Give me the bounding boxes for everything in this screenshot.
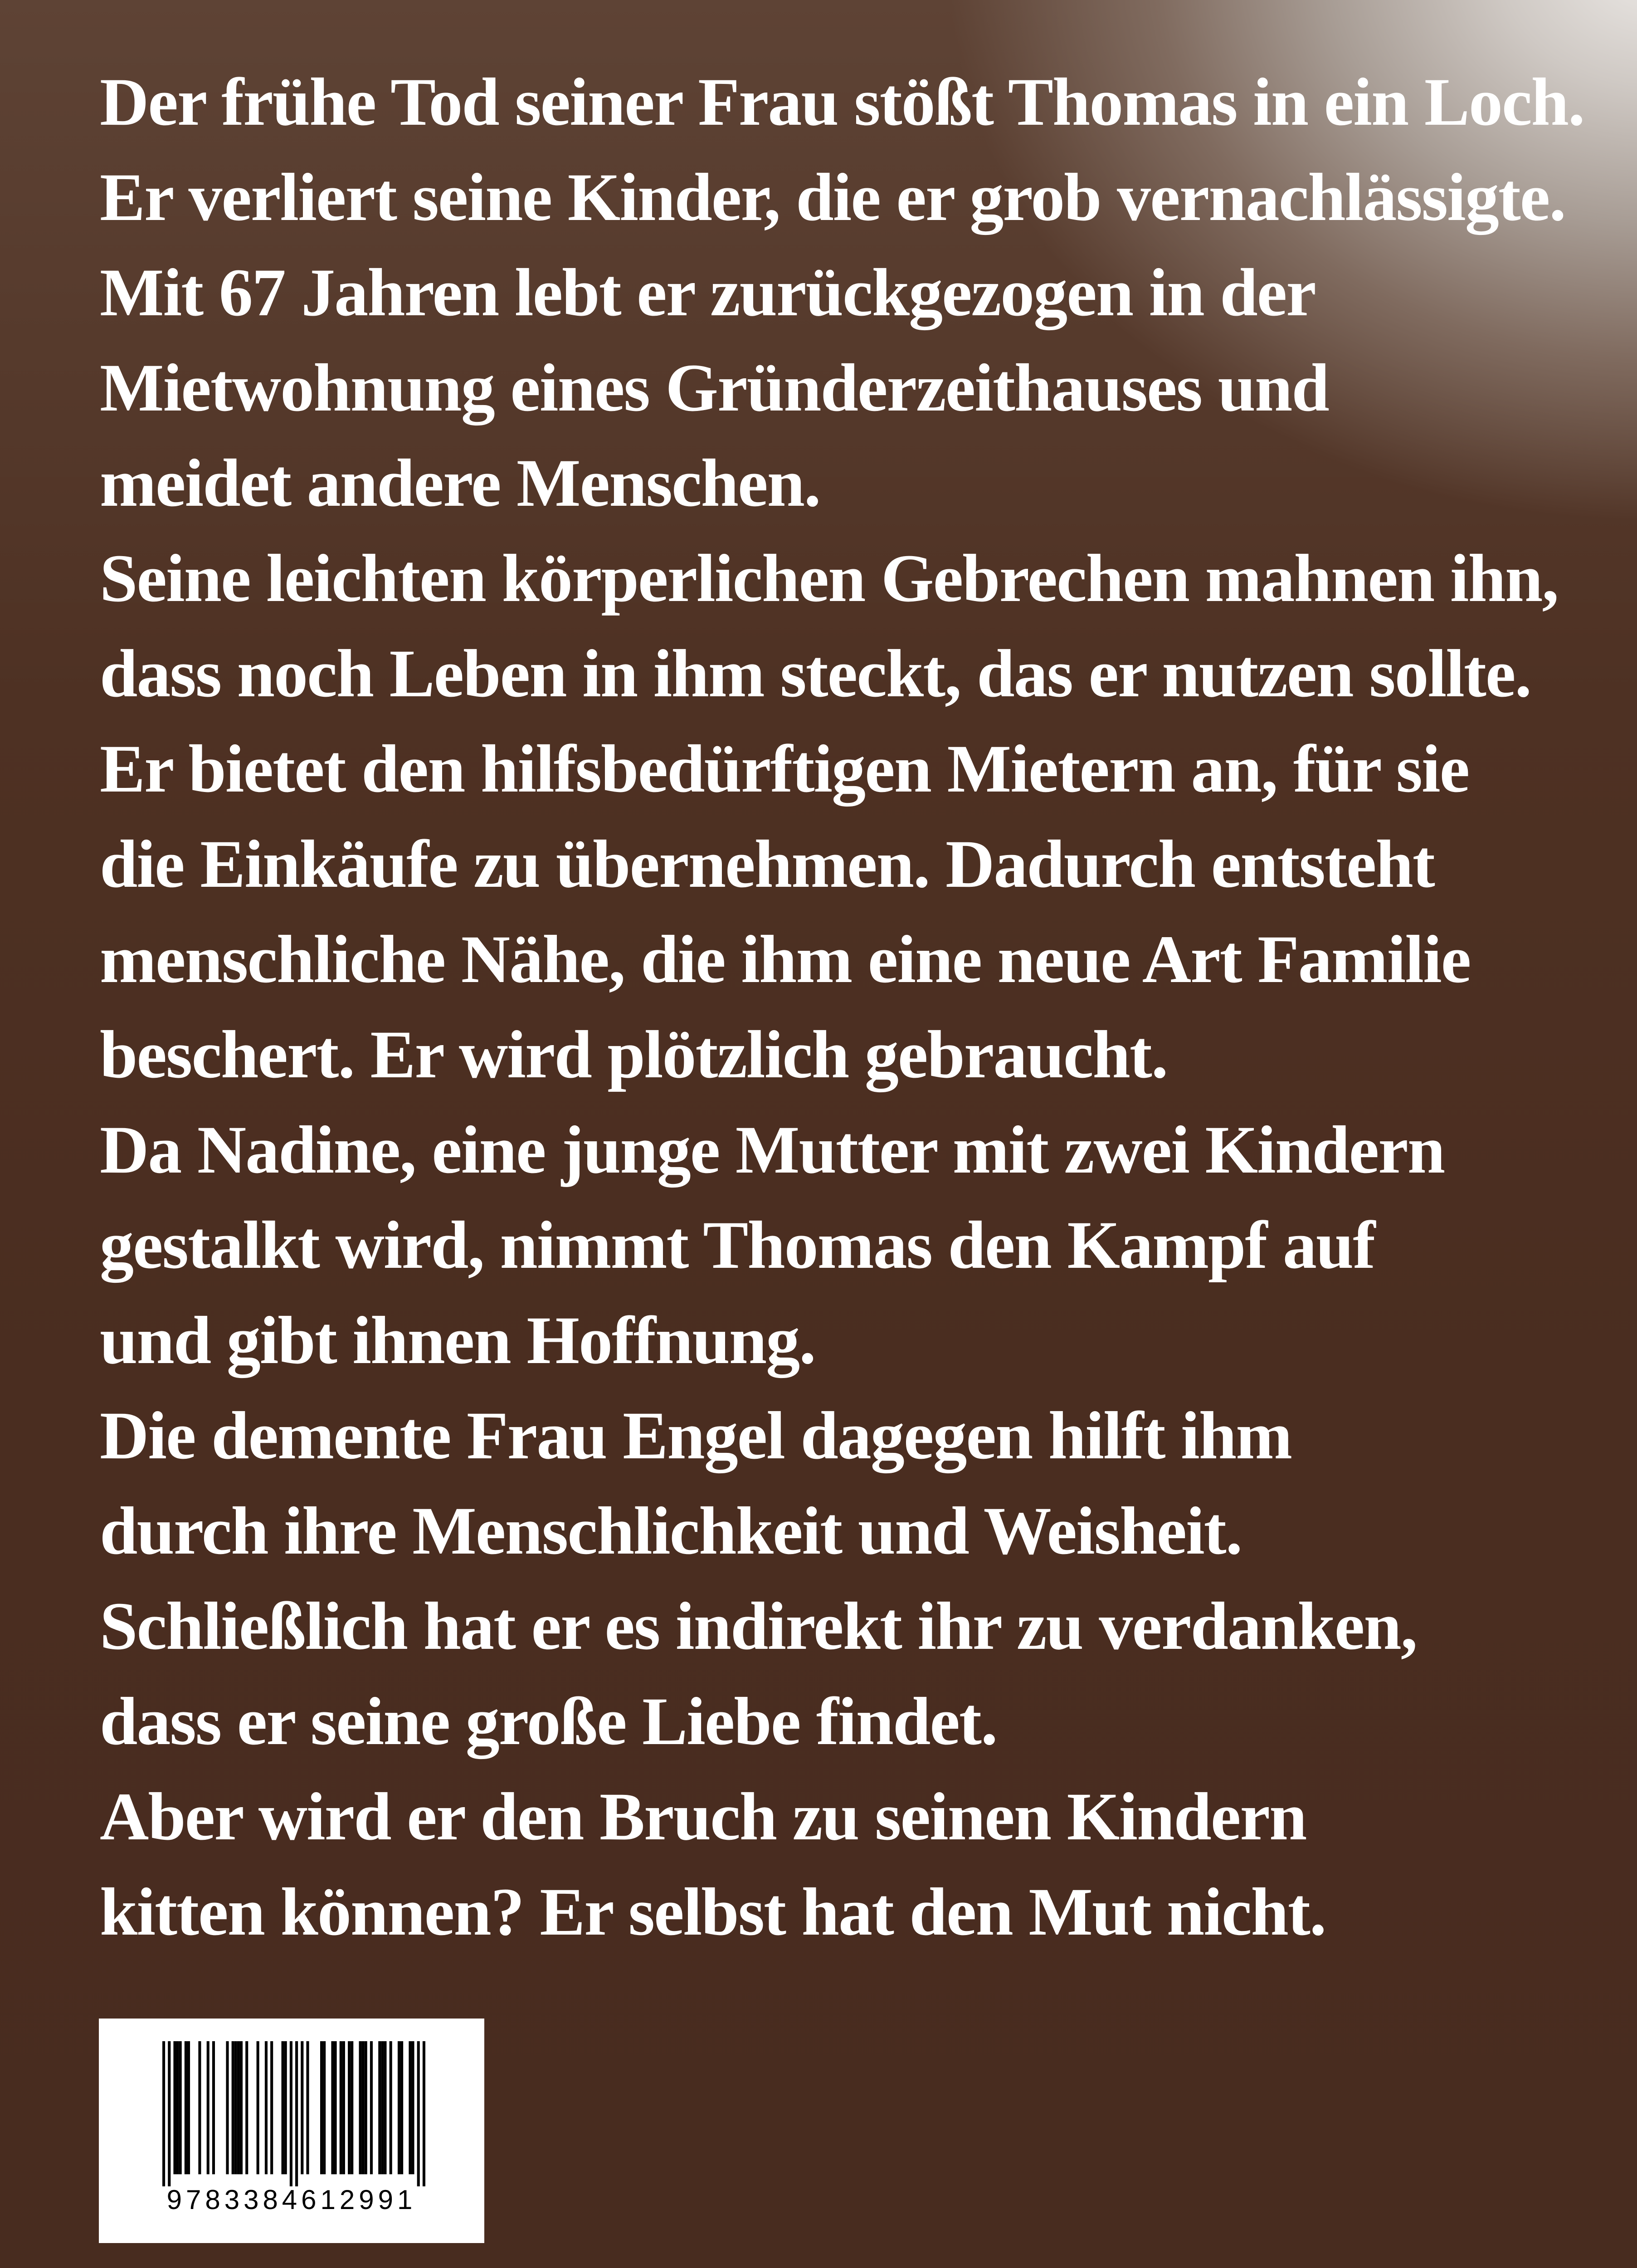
barcode-bars — [162, 2041, 425, 2186]
blurb-line: Mit 67 Jahren lebt er zurückgezogen in der — [100, 255, 1315, 330]
barcode-bar — [212, 2041, 215, 2174]
blurb-text — [100, 54, 1596, 1960]
barcode-bar — [323, 2041, 326, 2174]
barcode-bar — [301, 2041, 303, 2174]
blurb-line: gestalkt wird, nimmt Thomas den Kampf auf — [100, 1207, 1375, 1283]
barcode-bar — [340, 2041, 342, 2174]
barcode-bar — [162, 2041, 165, 2186]
barcode-bar — [168, 2041, 171, 2186]
blurb-line: durch ihre Menschlichkeit und Weisheit. — [100, 1493, 1242, 1569]
barcode-bar — [365, 2041, 367, 2174]
barcode-bar — [334, 2041, 337, 2174]
blurb-line: Mietwohnung eines Gründerzeithauses und — [100, 350, 1329, 425]
barcode-bar — [179, 2041, 182, 2174]
barcode-bar — [245, 2041, 248, 2174]
barcode-bar — [282, 2041, 284, 2174]
barcode-bar — [284, 2041, 287, 2174]
blurb-line: dass noch Leben in ihm steckt, das er nutzen sollte. — [100, 636, 1531, 711]
isbn-number: 9783384612991 — [166, 2185, 417, 2215]
blurb-line: Der frühe Tod seiner Frau stößt Thomas in ein Loch. — [100, 64, 1584, 140]
barcode-bar — [331, 2041, 334, 2174]
barcode-bar — [198, 2041, 201, 2174]
barcode-bar — [237, 2041, 240, 2174]
barcode-bar — [384, 2041, 386, 2174]
barcode-bar — [362, 2041, 365, 2174]
barcode-bar — [359, 2041, 361, 2174]
barcode-bar — [390, 2041, 392, 2174]
blurb-line: beschert. Er wird plötzlich gebraucht. — [100, 1017, 1168, 1092]
barcode-bar — [234, 2041, 237, 2174]
barcode-bar — [173, 2041, 176, 2174]
blurb-line: dass er seine große Liebe findet. — [100, 1684, 997, 1759]
barcode-bar — [370, 2041, 373, 2174]
barcode-bar — [207, 2041, 209, 2174]
barcode-bar — [240, 2041, 243, 2174]
barcode-bar — [176, 2041, 179, 2174]
barcode-bar — [232, 2041, 234, 2174]
blurb-line: meidet andere Menschen. — [100, 445, 820, 521]
barcode-bar — [351, 2041, 353, 2174]
barcode-bar — [270, 2041, 273, 2174]
barcode-bar — [257, 2041, 259, 2174]
blurb-line: Schließlich hat er es indirekt ihr zu verdanken, — [100, 1589, 1417, 1664]
blurb-line: Aber wird er den Bruch zu seinen Kindern — [100, 1779, 1306, 1854]
blurb-line: Er bietet den hilfsbedürftigen Mietern an, für sie — [100, 731, 1469, 807]
blurb-line: menschliche Nähe, die ihm eine neue Art Familie — [100, 922, 1471, 997]
blurb-line: die Einkäufe zu übernehmen. Dadurch entsteht — [100, 826, 1434, 902]
barcode-bar — [398, 2041, 400, 2174]
barcode-bar — [423, 2041, 425, 2186]
barcode-bar — [185, 2041, 187, 2174]
barcode-bar — [226, 2041, 229, 2174]
blurb-line: Seine leichten körperlichen Gebrechen mahnen ihn, — [100, 541, 1558, 616]
barcode-bar — [306, 2041, 309, 2174]
barcode-bar — [411, 2041, 414, 2174]
barcode-bar — [290, 2041, 292, 2186]
blurb-line: kitten können? Er selbst hat den Mut nicht. — [100, 1874, 1326, 1950]
barcode-bar — [400, 2041, 403, 2174]
blurb-line: Er verliert seine Kinder, die er grob vernachlässigte. — [100, 160, 1565, 235]
barcode-bar — [265, 2041, 268, 2174]
barcode-bar — [320, 2041, 323, 2174]
barcode-bar — [409, 2041, 411, 2174]
barcode-bar — [342, 2041, 345, 2174]
barcode-bar — [295, 2041, 298, 2186]
blurb-line: und gibt ihnen Hoffnung. — [100, 1303, 815, 1378]
barcode-bar — [187, 2041, 190, 2174]
blurb-line: Da Nadine, eine junge Mutter mit zwei Kindern — [100, 1112, 1445, 1188]
barcode-bar — [348, 2041, 351, 2174]
isbn-barcode — [99, 2019, 484, 2243]
barcode-bar — [381, 2041, 384, 2174]
blurb-line: Die demente Frau Engel dagegen hilft ihm — [100, 1398, 1292, 1473]
barcode-bar — [417, 2041, 420, 2186]
barcode-bar — [378, 2041, 381, 2174]
